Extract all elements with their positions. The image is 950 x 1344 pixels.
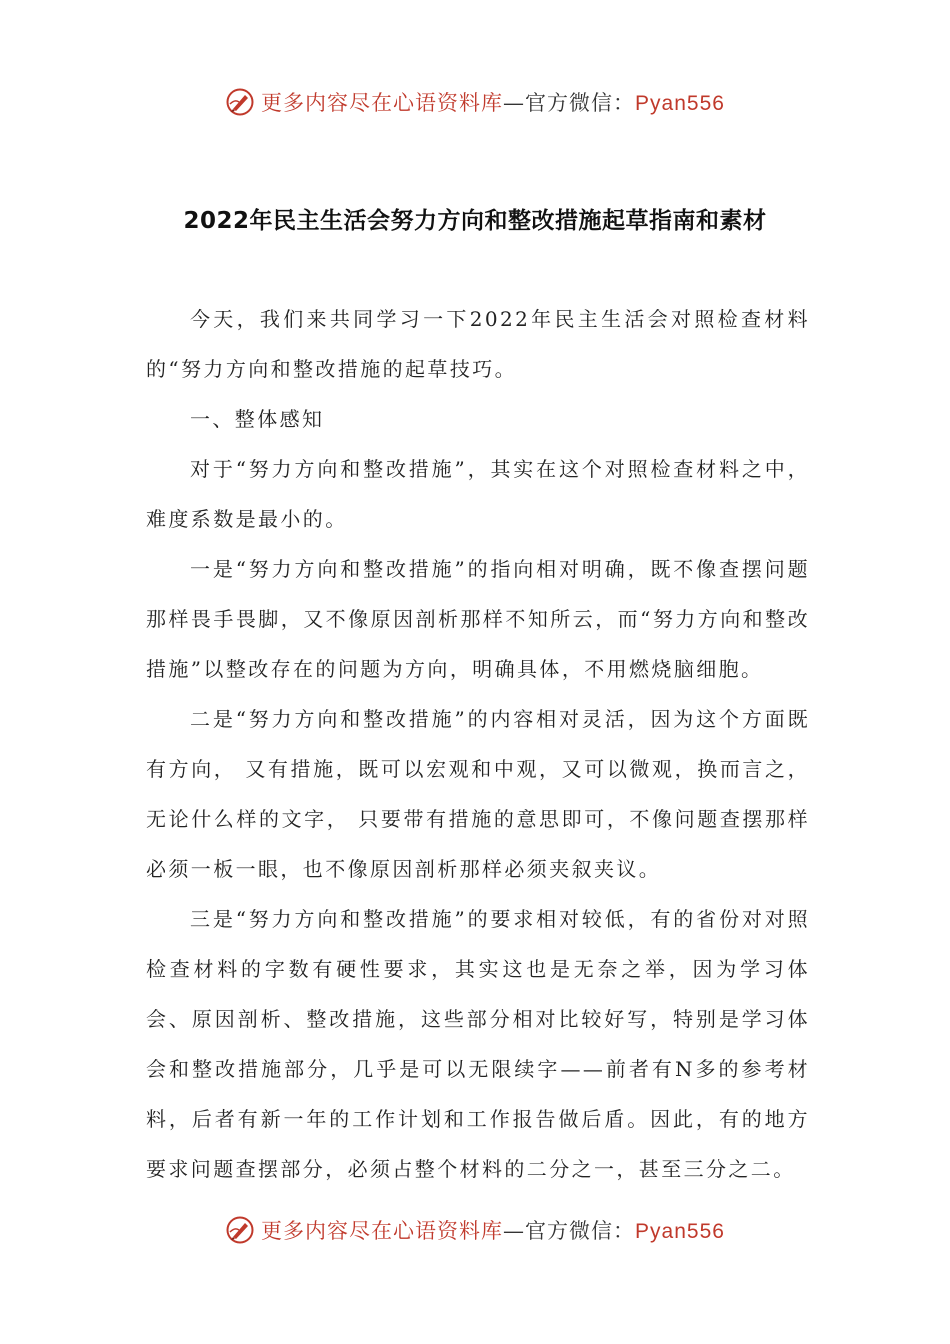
paragraph-point-one: 一是“努力方向和整改措施”的指向相对明确，既不像查摆问题那样畏手畏脚，又不像原因剖析那样不知所云，而“努力方向和整改措施”以整改存在的问题为方向，明确具体，不用燃烧脑细胞。 [146, 557, 810, 681]
section-heading: 一、整体感知 [190, 407, 325, 431]
watermark-main: 更多内容尽在心语资料库 [261, 91, 504, 115]
watermark-main: 更多内容尽在心语资料库 [261, 1219, 504, 1243]
document-body [146, 294, 810, 1194]
watermark-sub: —官方微信： [503, 1219, 636, 1243]
pen-logo-icon [225, 1215, 255, 1245]
header-watermark [0, 82, 950, 122]
paragraph-intro: 今天，我们来共同学习一下2022年民主生活会对照检查材料的“努力方向和整改措施的起草技巧。 [146, 307, 810, 381]
paragraph-point-two: 二是“努力方向和整改措施”的内容相对灵活，因为这个方面既有方向， 又有措施，既可以宏观和中观，又可以微观，换而言之，无论什么样的文字， 只要带有措施的意思即可，不像问题查摆那样必须一板一眼，也不像原因剖析那样必须夹叙夹议。 [146, 707, 810, 881]
watermark-text [261, 1215, 725, 1245]
watermark-text [261, 87, 725, 117]
paragraph-point-three: 三是“努力方向和整改措施”的要求相对较低，有的省份对对照检查材料的字数有硬性要求，其实这也是无奈之举，因为学习体会、原因剖析、整改措施，这些部分相对比较好写，特别是学习体会和整改措施部分，几乎是可以无限续字——前者有N多的参考材料，后者有新一年的工作计划和工作报告做后盾。因此，有的地方要求问题查摆部分，必须占整个材料的二分之一，甚至三分之二。 [146, 907, 810, 1181]
watermark-id: Pyan556 [635, 92, 725, 115]
footer-watermark [0, 1210, 950, 1250]
watermark-id: Pyan556 [635, 1220, 725, 1243]
document-title: 2022年民主生活会努力方向和整改措施起草指南和素材 [183, 208, 767, 234]
watermark-sub: —官方微信： [503, 91, 636, 115]
paragraph-overview: 对于“努力方向和整改措施”，其实在这个对照检查材料之中，难度系数是最小的。 [146, 457, 810, 531]
pen-logo-icon [225, 87, 255, 117]
